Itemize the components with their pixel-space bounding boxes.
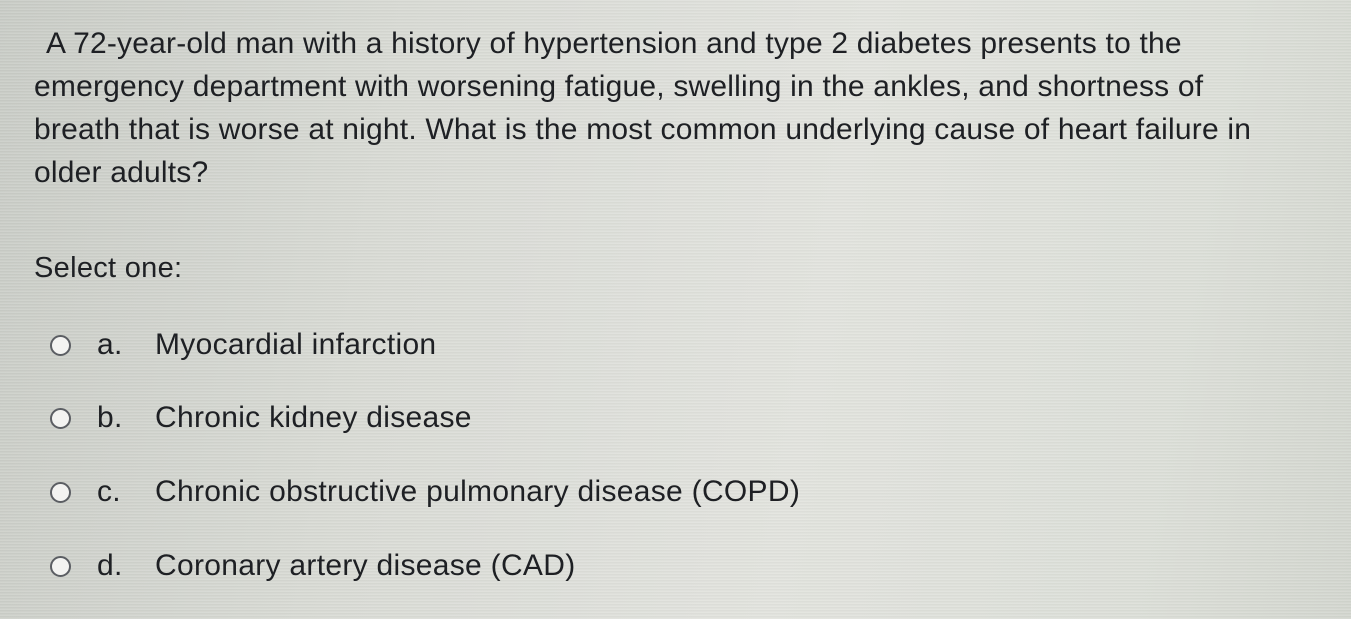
question-line: A 72-year-old man with a history of hypertension and type 2 diabetes presents to the	[46, 27, 1182, 60]
option-text-a[interactable]: Myocardial infarction	[155, 328, 437, 361]
radio-button-c[interactable]	[50, 482, 71, 503]
option-letter-c: c.	[97, 475, 121, 508]
option-text-d[interactable]: Coronary artery disease (CAD)	[155, 549, 576, 582]
question-line: older adults?	[34, 156, 209, 189]
option-letter-d: d.	[97, 549, 123, 582]
answer-option-d[interactable]	[50, 546, 576, 586]
radio-button-d[interactable]	[50, 556, 71, 577]
answer-option-a[interactable]	[50, 325, 436, 365]
option-letter-b: b.	[97, 401, 123, 434]
question-line: emergency department with worsening fatigue, swelling in the ankles, and shortness of	[34, 70, 1204, 103]
select-one-label: Select one:	[34, 252, 183, 284]
answer-option-c[interactable]	[50, 472, 800, 512]
option-letter-a: a.	[97, 328, 123, 361]
question-text	[34, 22, 1344, 194]
radio-button-b[interactable]	[50, 408, 71, 429]
question-line: breath that is worse at night. What is the most common underlying cause of heart failure in	[34, 113, 1252, 146]
option-text-b[interactable]: Chronic kidney disease	[155, 401, 472, 434]
option-text-c[interactable]: Chronic obstructive pulmonary disease (COPD)	[155, 475, 801, 508]
radio-button-a[interactable]	[50, 335, 71, 356]
answer-option-b[interactable]	[50, 398, 472, 438]
